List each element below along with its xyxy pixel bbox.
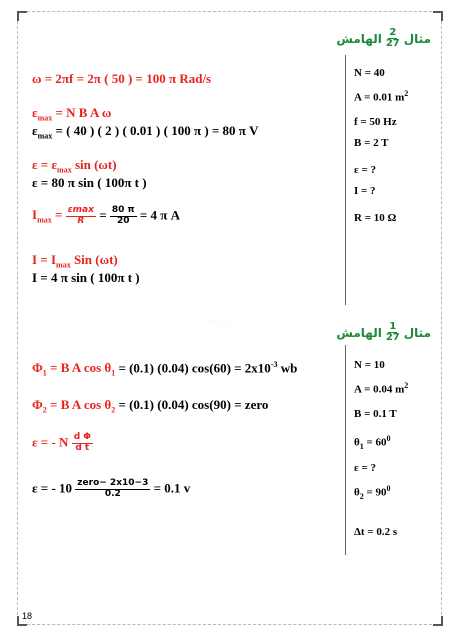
theta1-symbol: θ bbox=[354, 436, 360, 449]
fraction-num: zero− 2x10−3 bbox=[77, 478, 149, 488]
watermark: · · · · · · · · · · · · bbox=[205, 319, 234, 324]
phi2-symbol: Φ bbox=[32, 397, 43, 412]
phi2-sub2: 2 bbox=[111, 405, 116, 415]
example-fraction bbox=[385, 28, 401, 49]
emax2-symbol: ε bbox=[32, 123, 38, 138]
fraction-den: 27 bbox=[385, 332, 400, 343]
fraction-den: 27 bbox=[385, 38, 400, 49]
phi1-line bbox=[32, 360, 297, 378]
fraction-den: 20 bbox=[116, 215, 130, 226]
phi1-rhs: = (0.1) (0.04) cos(60) = 2x10 bbox=[118, 360, 271, 376]
given-theta2 bbox=[354, 484, 391, 501]
given-time: Δt = 0.2 s bbox=[354, 526, 398, 538]
phi2-sub: 2 bbox=[42, 405, 47, 415]
corner-ornament bbox=[17, 11, 27, 21]
given-theta1 bbox=[354, 434, 391, 451]
fraction-num: 80 π bbox=[111, 205, 135, 215]
theta2-sup: 0 bbox=[386, 484, 391, 493]
given-emf: ε = ? bbox=[354, 164, 376, 176]
given-frequency: f = 50 Hz bbox=[354, 116, 397, 128]
i-def-line bbox=[32, 252, 118, 270]
emax-rhs: = N B A ω bbox=[55, 105, 112, 120]
example-suffix: الهامش bbox=[336, 325, 382, 340]
emf2-lhs: ε = - 10 bbox=[32, 480, 73, 496]
omega-line: ω = 2πf = 2π ( 50 ) = 100 π Rad/s bbox=[32, 71, 212, 86]
phi1-unit: wb bbox=[277, 360, 298, 376]
theta2-sub: 2 bbox=[359, 491, 364, 501]
given-area-sup: 2 bbox=[404, 89, 409, 98]
given-emf: ε = ? bbox=[354, 462, 376, 474]
example-title bbox=[336, 28, 431, 49]
theta1-sup: 0 bbox=[386, 434, 391, 443]
emax2-rhs: = ( 40 ) ( 2 ) ( 0.01 ) ( 100 π ) = 80 π V bbox=[55, 123, 259, 138]
phi2-mid: = B A cos θ bbox=[50, 397, 112, 412]
imax-sub: max bbox=[37, 215, 52, 225]
e-value-line: ε = 80 π sin ( 100π t ) bbox=[32, 175, 147, 190]
emax2-sub: max bbox=[37, 131, 53, 141]
given-field: B = 2 T bbox=[354, 137, 389, 149]
e-def-lhs: ε = ε bbox=[32, 157, 58, 172]
given-area bbox=[354, 381, 408, 396]
emax-over-r-fraction bbox=[66, 206, 96, 227]
given-field: B = 0.1 T bbox=[354, 408, 397, 420]
given-area-text: A = 0.04 m bbox=[354, 383, 405, 396]
given-resistance: R = 10 Ω bbox=[354, 212, 397, 224]
emax-value-line bbox=[32, 123, 259, 141]
example-suffix: الهامش bbox=[336, 31, 382, 46]
fraction-num: 2 bbox=[389, 27, 397, 38]
emax-def-line bbox=[32, 105, 111, 123]
phi1-def bbox=[32, 360, 116, 378]
fraction-num: εmax bbox=[67, 205, 94, 215]
theta1-sub: 1 bbox=[359, 441, 364, 451]
divider-line bbox=[345, 345, 346, 555]
emf-value-line bbox=[32, 479, 190, 500]
emf2-result: = 0.1 v bbox=[153, 480, 191, 496]
emax-symbol: ε bbox=[32, 105, 38, 120]
given-area-text: A = 0.01 m bbox=[354, 91, 405, 104]
dphi-dt-fraction bbox=[72, 433, 93, 454]
theta2-val: = 90 bbox=[363, 486, 387, 499]
given-n: N = 40 bbox=[354, 67, 385, 79]
i-def-rhs: Sin (ωt) bbox=[73, 252, 118, 267]
i-def-sub: max bbox=[56, 260, 71, 270]
imax-result: = 4 π A bbox=[139, 207, 181, 223]
e-def-rhs: sin (ωt) bbox=[74, 157, 117, 172]
imax-line bbox=[32, 206, 180, 227]
imax-lhs bbox=[32, 207, 63, 225]
phi1-mid: = B A cos θ bbox=[50, 360, 112, 376]
i-value-line: I = 4 π sin ( 100π t ) bbox=[32, 270, 140, 285]
given-current: I = ? bbox=[354, 185, 376, 197]
emf-value-fraction bbox=[75, 479, 150, 500]
phi2-def bbox=[32, 397, 116, 415]
corner-ornament bbox=[433, 11, 443, 21]
phi1-symbol: Φ bbox=[32, 360, 43, 376]
fraction-num: d Φ bbox=[73, 432, 91, 442]
theta2-symbol: θ bbox=[354, 486, 360, 499]
phi1-exp: -3 bbox=[270, 360, 278, 369]
example-fraction bbox=[385, 322, 401, 343]
value-fraction bbox=[110, 206, 137, 227]
phi2-rhs: = (0.1) (0.04) cos(90) = zero bbox=[118, 397, 269, 412]
imax-eq: = bbox=[54, 207, 63, 223]
phi2-line bbox=[32, 397, 268, 415]
given-n: N = 10 bbox=[354, 359, 385, 371]
corner-ornament bbox=[433, 616, 443, 626]
example-word: مثال bbox=[403, 31, 431, 46]
imax-symbol: I bbox=[32, 207, 38, 223]
fraction-num: 1 bbox=[389, 321, 397, 332]
given-area-sup: 2 bbox=[404, 381, 409, 390]
fraction-den: d t bbox=[75, 442, 90, 453]
e-def-line bbox=[32, 157, 117, 175]
faraday-law-line bbox=[32, 433, 93, 454]
emax-sub: max bbox=[37, 113, 53, 123]
page-number: 18 bbox=[22, 611, 33, 621]
fraction-den: 0.2 bbox=[104, 488, 121, 499]
fraction-den: R bbox=[77, 215, 85, 226]
phi1-sub2: 1 bbox=[111, 368, 116, 378]
divider-line bbox=[345, 55, 346, 305]
emf-lhs: ε = - N bbox=[32, 434, 69, 450]
imax-eq2: = bbox=[99, 207, 107, 223]
e-def-sub: max bbox=[57, 165, 72, 175]
given-area bbox=[354, 89, 408, 104]
phi1-sub: 1 bbox=[42, 368, 47, 378]
theta1-val: = 60 bbox=[363, 436, 387, 449]
example-title bbox=[336, 322, 431, 343]
example-word: مثال bbox=[403, 325, 431, 340]
i-def-lhs: I = I bbox=[32, 252, 57, 267]
